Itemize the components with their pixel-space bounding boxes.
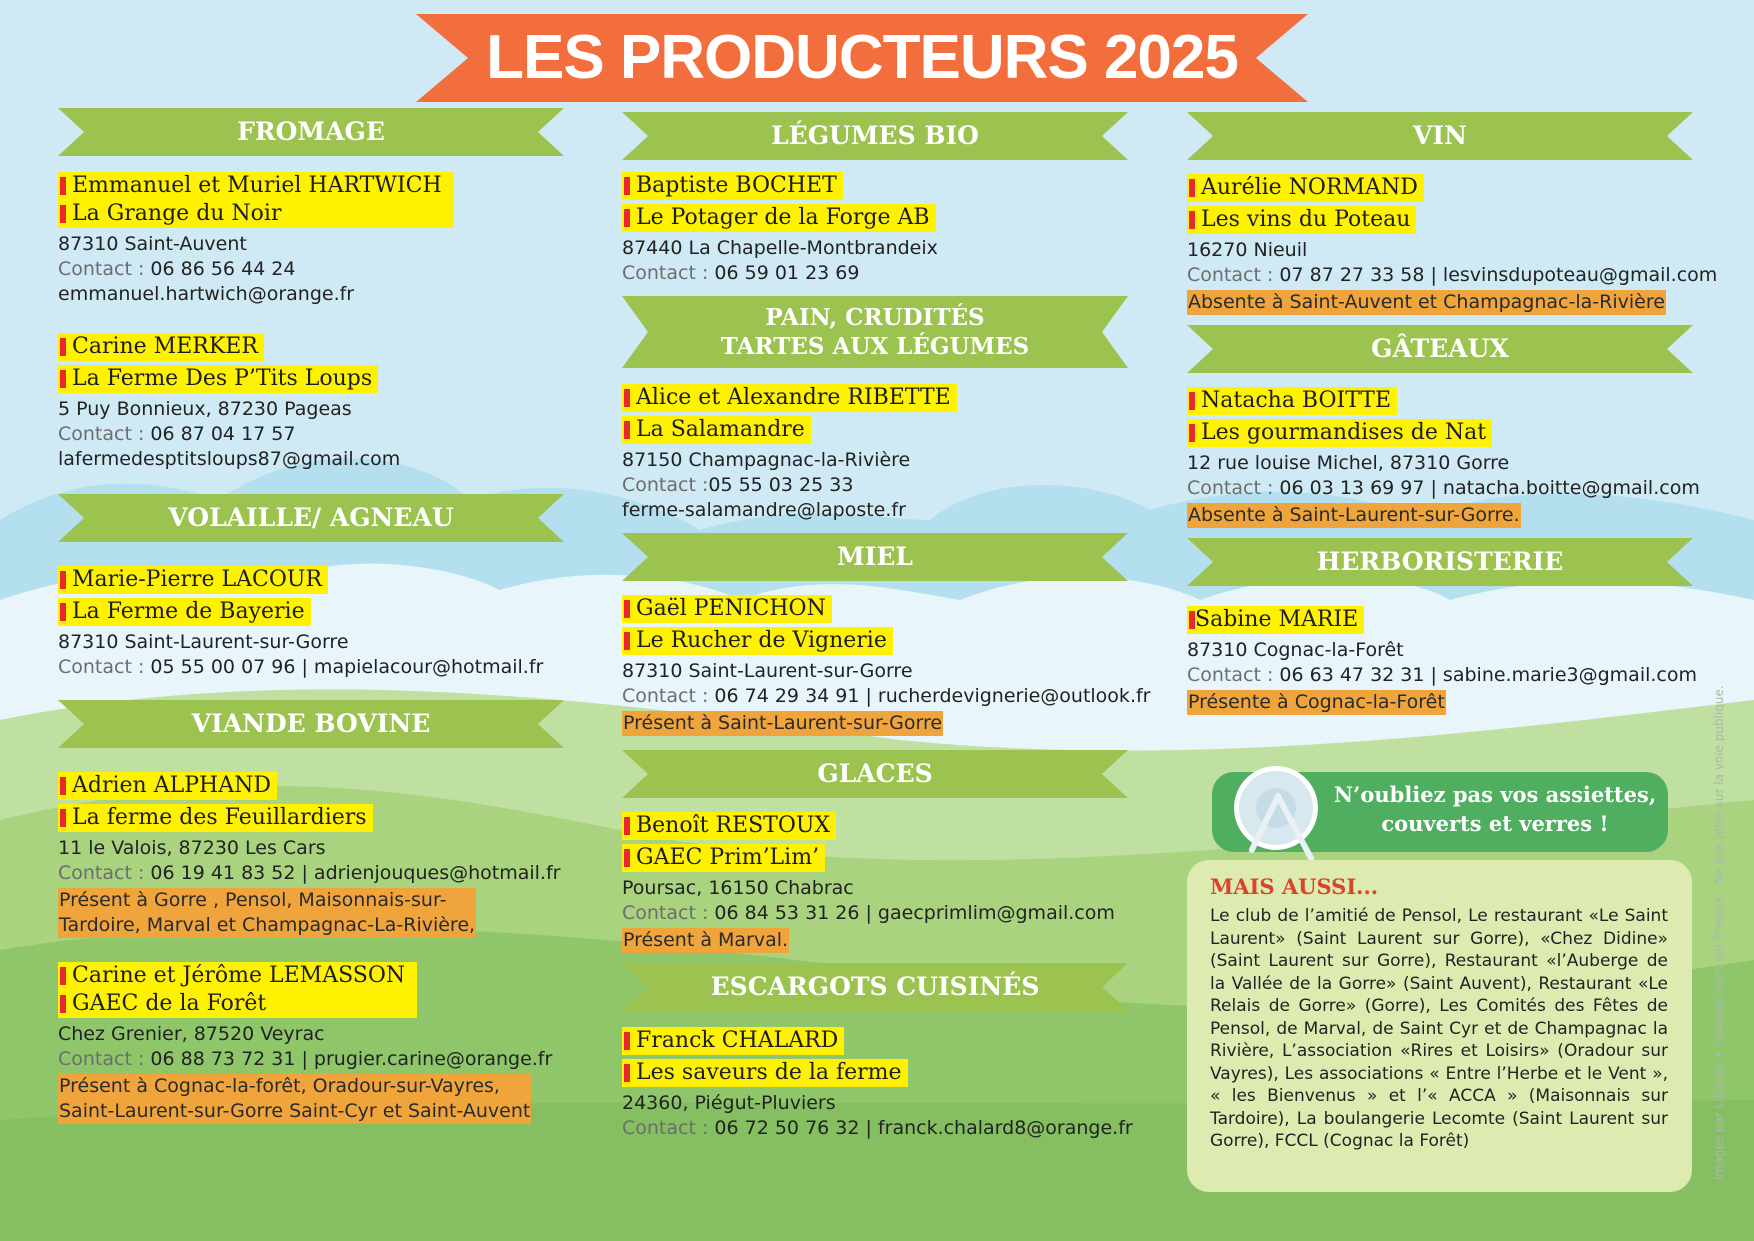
column-1 [58,108,578,1124]
farm-name: Les vins du Poteau [1187,206,1416,234]
address: 5 Puy Bonnieux, 87230 Pageas [58,398,352,420]
category-ribbon-glaces: GLACES [622,750,1128,798]
producer-normand [1187,174,1718,315]
contact-value: 06 88 73 72 31 | prugier.carine@orange.fr [144,1048,553,1070]
farm-name: Le Rucher de Vignerie [622,627,893,655]
farm-name: Les saveurs de la ferme [622,1059,908,1087]
presence-note: Présent à Saint-Laurent-sur-Gorre [623,712,943,734]
category-ribbon-herboristerie: HERBORISTERIE [1187,538,1693,586]
column-2 [622,112,1151,1141]
address: Poursac, 16150 Chabrac [622,877,854,899]
farm-name: Les gourmandises de Nat [1187,419,1492,447]
presence-note: Présent à Cognac-la-forêt, Oradour-sur-Vayres, Saint-Laurent-sur-Gorre Saint-Cyr et Saint-Auvent [59,1075,531,1122]
contact-value: 06 63 47 32 31 | sabine.marie3@gmail.com [1273,664,1697,686]
producer-chalard [622,1027,1142,1141]
page-title: LES PRODUCTEURS 2025 [486,23,1238,92]
plate-icon [1234,766,1318,850]
address: 11 le Valois, 87230 Les Cars [58,837,326,859]
category-ribbon-viande: VIANDE BOVINE [58,700,564,748]
producer-name: Aurélie NORMAND [1187,174,1424,202]
contact-value: 06 84 53 31 26 | gaecprimlim@gmail.com [708,902,1115,924]
farm-name: La ferme des Feuillardiers [58,804,373,832]
contact-value: 06 86 56 44 24 [144,258,296,280]
contact-label: Contact : [1187,477,1274,499]
producer-hartwich [58,172,578,307]
column-3 [1187,112,1718,715]
email: ferme-salamandre@laposte.fr [622,499,906,521]
contact-value: 05 55 00 07 96 | mapielacour@hotmail.fr [144,656,544,678]
producer-boitte [1187,387,1707,528]
contact-value: 06 87 04 17 57 [144,423,296,445]
farm-name: La Ferme de Bayerie [58,598,311,626]
producer-name: Marie-Pierre LACOUR [58,566,328,594]
producer-name: Carine et Jérôme LEMASSON [58,962,411,990]
producer-name: Alice et Alexandre RIBETTE [622,384,957,412]
contact-label: Contact : [622,902,709,924]
mais-aussi-text: Le club de l’amitié de Pensol, Le restaurant «Le Saint Laurent» (Saint Laurent sur Gorre), «Chez Didine» (Saint Laurent sur Gorre), Restaurant «l’Auberge de la Vallée de la Gorre» (Saint Auvent), Restaurant «Le Relais de Gorre» (Gorre), Les Comités des Fêtes de Pensol, de Marval, de Saint Cyr et de Champagnac la Rivière, L’association «Rires et Loisirs» (Oradour sur Vayres), Les associations « Entre l’Herbe et le Vent », « les Bienvenus » et l’« ACCA » (Maisonnais sur Tardoire), La boulangerie Lecomte (Saint Laurent sur Gorre), FCCL (Cognac la Forêt) [1210,906,1668,1151]
producer-name: Sabine MARIE [1187,606,1364,634]
mais-aussi-title: MAIS AUSSI... [1210,874,1379,899]
contact-label: Contact : [622,262,709,284]
category-ribbon-legumes: LÉGUMES BIO [622,112,1128,160]
contact-value: 06 74 29 34 91 | rucherdevignerie@outlook.fr [708,685,1151,707]
farm-name: GAEC de la Forêt [58,990,272,1018]
address: 87310 Saint-Laurent-sur-Gorre [622,660,913,682]
email: lafermedesptitsloups87@gmail.com [58,448,401,470]
address: 87310 Saint-Auvent [58,233,247,255]
reminder-text: N’oubliez pas vos assiettes, couverts et verres ! [1333,782,1657,836]
producer-penichon [622,595,1151,736]
email: emmanuel.hartwich@orange.fr [58,283,355,305]
producer-name: Franck CHALARD [622,1027,844,1055]
farm-name: La Ferme Des P’Tits Loups [58,365,378,393]
address: 87150 Champagnac-la-Rivière [622,449,911,471]
contact-label: Contact : [58,423,145,445]
presence-note: Présente à Cognac-la-Forêt [1188,691,1445,713]
contact-value: 06 59 01 23 69 [708,262,860,284]
contact-value: 06 72 50 76 32 | franck.chalard8@orange.fr [708,1117,1133,1139]
side-credit: Images par L.David + rawpixel.com sur Freepik - Ne pas jeter sur la voie publique. [1712,685,1726,1180]
producer-name: Benoît RESTOUX [622,812,836,840]
presence-note: Présent à Marval. [623,929,789,951]
category-ribbon-volaille: VOLAILLE/ AGNEAU [58,494,564,542]
producer-name: Gaël PENICHON [622,595,832,623]
address: Chez Grenier, 87520 Veyrac [58,1023,325,1045]
contact-label: Contact : [58,258,145,280]
producer-name: Natacha BOITTE [1187,387,1397,415]
category-ribbon-pain: PAIN, CRUDITÉS TARTES AUX LÉGUMES [622,296,1128,368]
producer-lemasson [58,962,578,1124]
producer-bochet [622,172,1142,286]
category-ribbon-fromage: FROMAGE [58,108,564,156]
address: 12 rue louise Michel, 87310 Gorre [1187,452,1510,474]
contact-label: Contact : [1187,664,1274,686]
category-ribbon-gateaux: GÂTEAUX [1187,325,1693,373]
contact-label: Contact : [622,685,709,707]
address: 87310 Cognac-la-Forêt [1187,639,1404,661]
farm-name: Le Potager de la Forge AB [622,204,936,232]
mais-aussi-box [1187,860,1692,1192]
contact-label: Contact : [58,656,145,678]
contact-label: Contact : [58,1048,145,1070]
farm-name: GAEC Prim’Lim’ [622,844,825,872]
producer-lacour [58,566,578,680]
producer-alphand [58,772,578,938]
producer-ribette [622,384,1142,523]
presence-note: Absente à Saint-Auvent et Champagnac-la-Rivière [1188,291,1665,313]
presence-note: Absente à Saint-Laurent-sur-Gorre. [1188,504,1520,526]
producer-marie [1187,606,1707,715]
contact-value: 06 19 41 83 52 | adrienjouques@hotmail.fr [144,862,561,884]
address: 87310 Saint-Laurent-sur-Gorre [58,631,349,653]
contact-value: 07 87 27 33 58 | lesvinsdupoteau@gmail.com [1273,264,1718,286]
category-ribbon-vin: VIN [1187,112,1693,160]
contact-label: Contact : [622,474,709,496]
producer-merker [58,333,578,472]
contact-value: 05 55 03 25 33 [708,474,854,496]
contact-label: Contact : [622,1117,709,1139]
address: 87440 La Chapelle-Montbrandeix [622,237,938,259]
producer-restoux [622,812,1142,953]
farm-name: La Salamandre [622,416,811,444]
producer-name: Emmanuel et Muriel HARTWICH [58,172,448,200]
contact-value: 06 03 13 69 97 | natacha.boitte@gmail.com [1273,477,1700,499]
producer-name: Baptiste BOCHET [622,172,843,200]
category-ribbon-escargots: ESCARGOTS CUISINÉS [622,963,1128,1011]
address: 16270 Nieuil [1187,239,1308,261]
farm-name: La Grange du Noir [58,200,287,228]
contact-label: Contact : [58,862,145,884]
presence-note: Présent à Gorre , Pensol, Maisonnais-sur- Tardoire, Marval et Champagnac-La-Rivière, [59,889,476,936]
producer-name: Carine MERKER [58,333,264,361]
category-ribbon-miel: MIEL [622,533,1128,581]
contact-label: Contact : [1187,264,1274,286]
producer-name: Adrien ALPHAND [58,772,277,800]
address: 24360, Piégut-Pluviers [622,1092,836,1114]
